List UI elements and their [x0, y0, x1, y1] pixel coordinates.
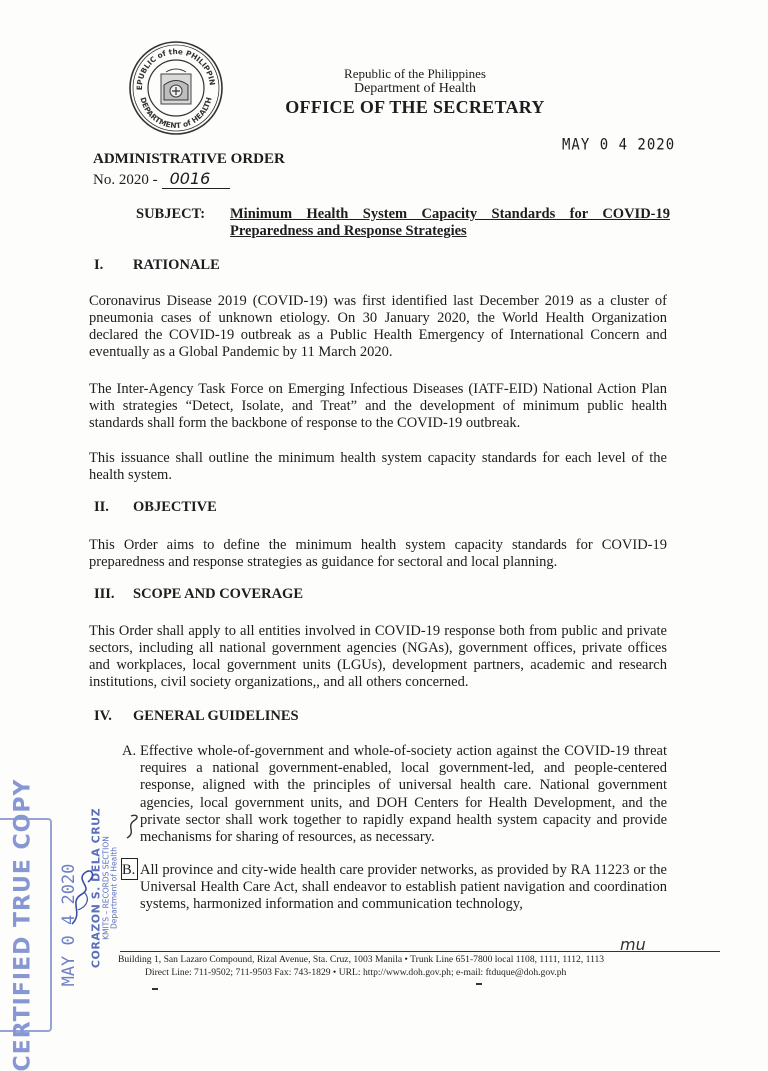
list-item-letter: A.	[122, 743, 137, 759]
section-number: I.	[94, 257, 104, 273]
certified-stamp-text: CERTIFIED TRUE COPY	[10, 778, 36, 1071]
seal-top-text: EPUBLIC of the PHILIPPIN	[134, 46, 217, 91]
scan-mark	[476, 983, 482, 985]
section-number: III.	[94, 586, 115, 602]
scan-mark	[152, 988, 158, 990]
paragraph: Coronavirus Disease 2019 (COVID-19) was first identified last December 2019 as a cluster of pneumonia cases of unknown etiology. On 30 January 2020, the World Health Organization declared the COVID-19 outbreak as a Public Health Emergency of International Concern and eventually as a Global Pandemic by 11 March 2020.	[89, 293, 667, 360]
officer-office: KMITS – RECORDS SECTION	[101, 836, 111, 940]
footer-initials: mu	[620, 935, 646, 954]
order-title: ADMINISTRATIVE ORDER	[93, 151, 285, 167]
handwritten-mark	[123, 812, 143, 842]
order-number-prefix: No. 2020 -	[93, 172, 158, 188]
section-title: OBJECTIVE	[133, 499, 217, 515]
header-republic: Republic of the Philippines	[344, 66, 486, 81]
section-title: GENERAL GUIDELINES	[133, 708, 299, 724]
list-item-text: Effective whole-of-government and whole-of-society action against the COVID-19 threat requires a national government-enabled, local government-led, and people-centered response, aligned with the principles of universal health care. National government agencies, local government units, and DOH Centers for Health Development, and the private sector shall work together to rapidly expand health system capacity and provide mechanisms for sharing of resources, as necessary.	[140, 743, 667, 846]
list-item-letter: B.	[122, 862, 136, 878]
paragraph: This issuance shall outline the minimum health system capacity standards for each level of the health system.	[89, 450, 667, 483]
order-number	[93, 169, 230, 189]
doh-seal	[128, 40, 224, 136]
received-date-text: MAY 0 4 2020	[59, 863, 79, 987]
section-title: SCOPE AND COVERAGE	[133, 586, 303, 602]
officer-name: CORAZON S. DELA CRUZ	[89, 807, 103, 969]
paragraph: The Inter-Agency Task Force on Emerging Infectious Diseases (IATF-EID) National Action Plan with strategies “Detect, Isolate, and Treat” and the development of minimum public health standards shall form the backbone of response to the COVID-19 outbreak.	[89, 381, 667, 431]
order-number-value: 0016	[162, 169, 230, 189]
date-stamp: MAY 0 4 2020	[562, 135, 676, 155]
section-number: IV.	[94, 708, 112, 724]
officer-department: Department of Health	[109, 847, 119, 930]
subject-label: SUBJECT:	[136, 206, 206, 222]
list-item-text: All province and city-wide health care provider networks, as provided by RA 11223 or the Universal Health Care Act, shall endeavor to establish patient navigation and coordination systems, harmonized information and communication technology,	[140, 862, 667, 913]
subject-text: Minimum Health System Capacity Standards for COVID-19 Preparedness and Response Strategies	[230, 206, 670, 239]
paragraph: This Order aims to define the minimum health system capacity standards for COVID-19 preparedness and response strategies as guidance for sectoral and local planning.	[89, 537, 667, 570]
header-department: Department of Health	[353, 81, 477, 96]
seal-bottom-text: DEPARTMENT of HEALTH	[138, 96, 214, 131]
handwritten-signature	[64, 862, 104, 932]
paragraph: This Order shall apply to all entities involved in COVID-19 response both from public and private sectors, including all national government agencies (NGAs), government offices, private offices and workplaces, local government units (LGUs), development partners, academic and research institutions, civil society organizations,, and all others concerned.	[89, 623, 667, 690]
header-office: OFFICE OF THE SECRETARY	[285, 97, 545, 117]
section-title: RATIONALE	[133, 257, 220, 273]
section-number: II.	[94, 499, 109, 515]
footer-contacts: Direct Line: 711-9502; 711-9503 Fax: 743-1829 • URL: http://www.doh.gov.ph; e-mail: ftduque@doh.gov.ph	[145, 967, 567, 978]
certified-true-copy-stamp	[0, 778, 52, 1071]
footer-address: Building 1, San Lazaro Compound, Rizal Avenue, Sta. Cruz, 1003 Manila • Trunk Line 651-7800 local 1108, 1111, 1112, 1113	[118, 954, 605, 965]
